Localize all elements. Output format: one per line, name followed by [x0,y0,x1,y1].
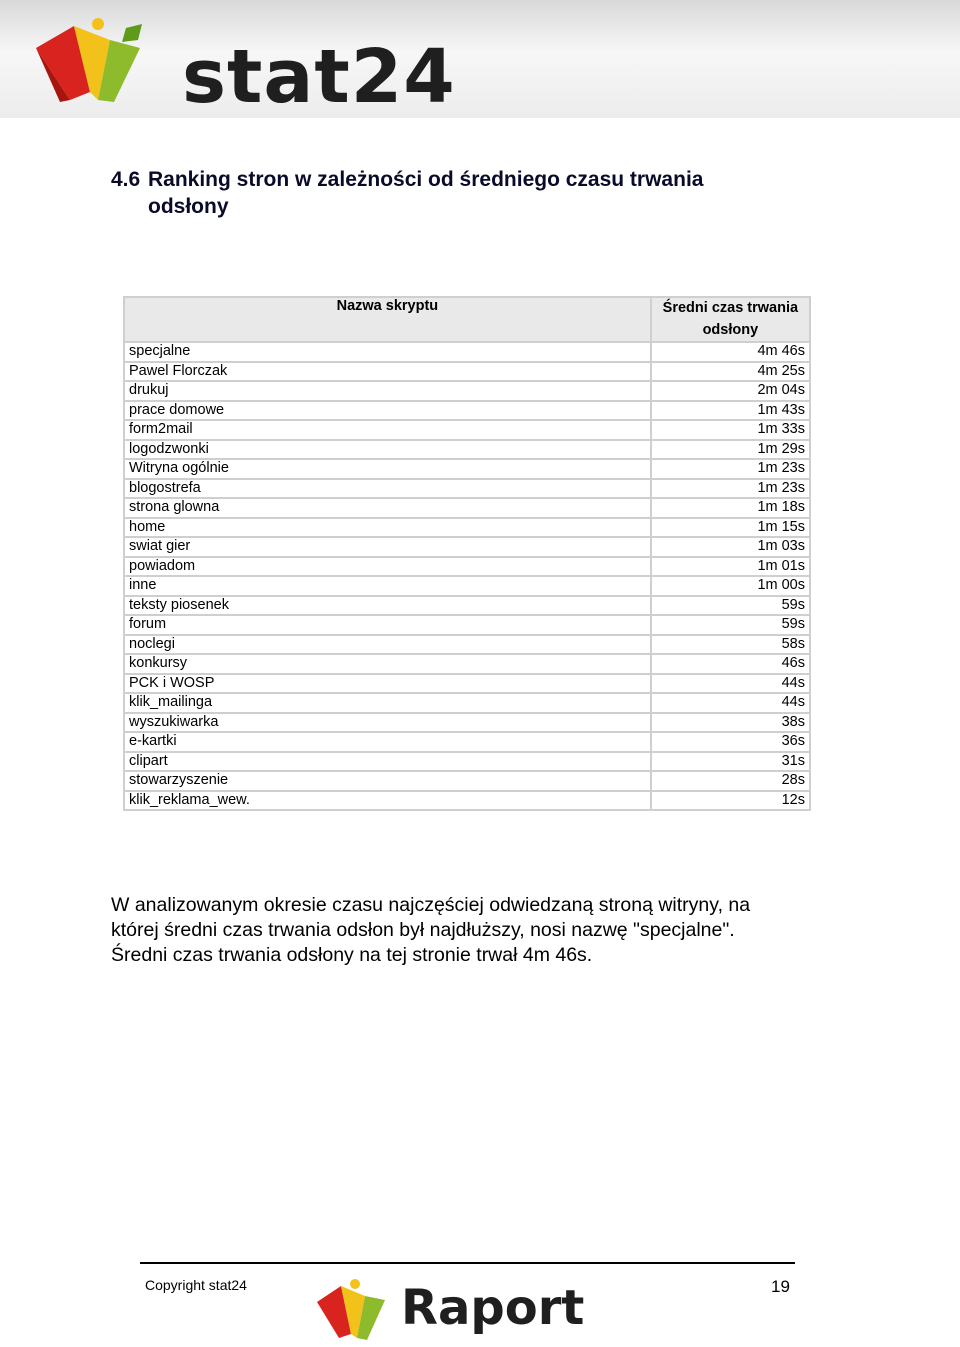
row-script-name: prace domowe [124,401,651,421]
header-band [0,0,960,118]
row-avg-time: 46s [651,654,810,674]
table-row [124,576,810,596]
row-script-name: clipart [124,752,651,772]
row-avg-time: 1m 23s [651,479,810,499]
table-row [124,713,810,733]
table-row [124,615,810,635]
row-avg-time: 44s [651,693,810,713]
footer-rule [140,1262,795,1264]
summary-paragraph [111,893,811,968]
row-avg-time: 12s [651,791,810,811]
row-avg-time: 1m 18s [651,498,810,518]
table-row [124,342,810,362]
row-avg-time: 31s [651,752,810,772]
row-script-name: Pawel Florczak [124,362,651,382]
row-avg-time: 1m 33s [651,420,810,440]
logo-arrows-icon [30,18,160,104]
table-row [124,479,810,499]
row-script-name: PCK i WOSP [124,674,651,694]
table-row [124,635,810,655]
row-script-name: forum [124,615,651,635]
table-row [124,557,810,577]
row-script-name: wyszukiwarka [124,713,651,733]
heading-number: 4.6 [111,168,141,191]
row-script-name: blogostrefa [124,479,651,499]
row-avg-time: 59s [651,596,810,616]
table-row [124,440,810,460]
section-heading [111,166,811,220]
row-script-name: inne [124,576,651,596]
ranking-table [123,296,811,811]
table-row [124,693,810,713]
row-avg-time: 1m 29s [651,440,810,460]
copyright-text: Copyright stat24 [145,1277,247,1293]
summary-line-2: której średni czas trwania odsłon był najdłuższy, nosi nazwę "specjalne". [111,919,735,941]
raport-logo [313,1278,583,1342]
table-row [124,420,810,440]
row-avg-time: 28s [651,771,810,791]
row-script-name: home [124,518,651,538]
table-row [124,752,810,772]
heading-line-1 [111,166,811,193]
row-script-name: drukuj [124,381,651,401]
column-header-name: Nazwa skryptu [124,297,651,342]
summary-line-3: Średni czas trwania odsłony na tej stronie trwał 4m 46s. [111,944,593,966]
row-avg-time: 44s [651,674,810,694]
table-header-row [124,297,810,342]
row-avg-time: 1m 03s [651,537,810,557]
row-script-name: Witryna ogólnie [124,459,651,479]
row-avg-time: 1m 43s [651,401,810,421]
column-header-time-line-1: Średni czas trwania [662,300,799,316]
row-script-name: logodzwonki [124,440,651,460]
row-script-name: powiadom [124,557,651,577]
row-avg-time: 1m 01s [651,557,810,577]
row-avg-time: 1m 15s [651,518,810,538]
row-avg-time: 1m 00s [651,576,810,596]
row-avg-time: 2m 04s [651,381,810,401]
table-row [124,498,810,518]
table-row [124,459,810,479]
table-row [124,732,810,752]
table-row [124,518,810,538]
row-script-name: strona glowna [124,498,651,518]
table-row [124,537,810,557]
heading-title: Ranking stron w zależności od średniego czasu trwania [148,168,704,191]
row-script-name: klik_mailinga [124,693,651,713]
raport-arrows-icon [313,1278,395,1342]
row-avg-time: 58s [651,635,810,655]
row-avg-time: 59s [651,615,810,635]
table-row [124,362,810,382]
column-header-time-line-2: odsłony [702,321,759,338]
logo-text: stat24 [182,34,456,120]
row-avg-time: 36s [651,732,810,752]
table-row [124,771,810,791]
row-avg-time: 1m 23s [651,459,810,479]
table-row [124,381,810,401]
summary-line-1: W analizowanym okresie czasu najczęściej odwiedzaną stroną witryny, na [111,894,751,916]
stat24-logo [30,18,456,120]
row-script-name: noclegi [124,635,651,655]
table-row [124,791,810,811]
page-number: 19 [771,1277,790,1296]
row-script-name: stowarzyszenie [124,771,651,791]
row-script-name: specjalne [124,342,651,362]
row-script-name: klik_reklama_wew. [124,791,651,811]
row-avg-time: 38s [651,713,810,733]
row-avg-time: 4m 25s [651,362,810,382]
row-script-name: swiat gier [124,537,651,557]
table-row [124,654,810,674]
table-row [124,674,810,694]
raport-logo-text: Raport [401,1280,585,1336]
row-script-name: konkursy [124,654,651,674]
heading-line-2: odsłony [148,195,229,218]
row-avg-time: 4m 46s [651,342,810,362]
row-script-name: form2mail [124,420,651,440]
row-script-name: teksty piosenek [124,596,651,616]
table-row [124,401,810,421]
column-header-time [651,297,810,342]
table-row [124,596,810,616]
row-script-name: e-kartki [124,732,651,752]
